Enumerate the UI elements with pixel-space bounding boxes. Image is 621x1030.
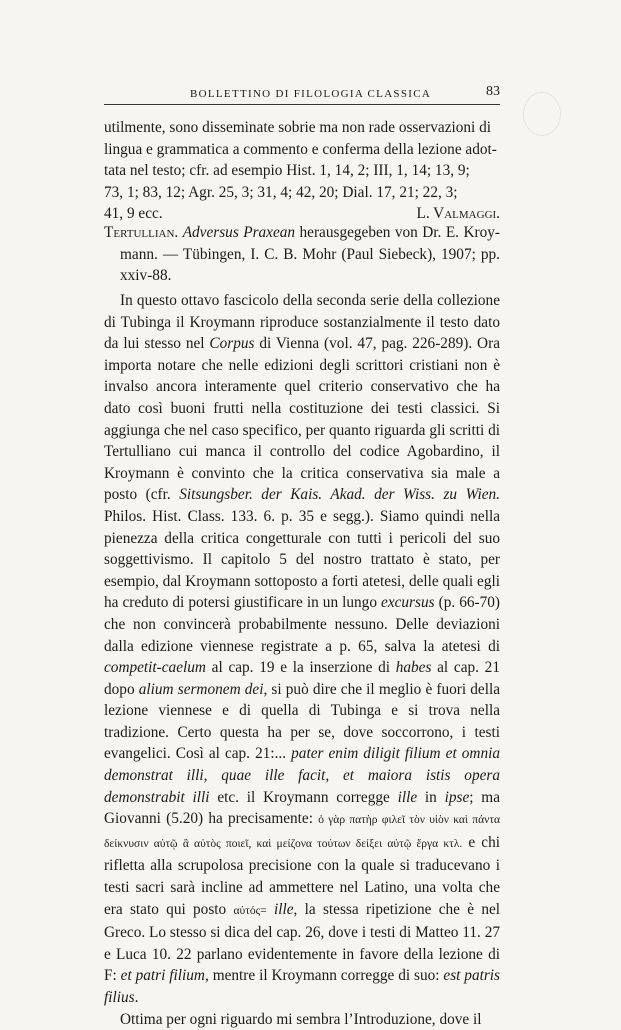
p1-l: , la stessa ripetizione che è nel Greco. Lo stesso si dica del cap. 26, dove i testi di Matteo 11. 27 e Luca 10. 22 parlano evidentemente in favore della lezione di F:: [104, 900, 501, 985]
prev-line-2: lingua e grammatica a commento e conferma della lezione adot-: [104, 140, 497, 158]
p1-corpus: Corpus: [209, 335, 255, 353]
p1-m: , mentre il Kroymann corregge di suo:: [204, 967, 444, 985]
p1-j: ; ma Giovanni (5.20) ha precisamente:: [104, 788, 500, 828]
p1-k: e chi rifletta alla scrupolosa precisione con la quale si traducevano i testi sacri sarà incline ad ammettere nel Latino, una volta che era stato qui posto: [104, 833, 500, 918]
review-author: Tertullian.: [104, 224, 179, 241]
p1-a: In questo ottavo fascicolo della seconda serie della collezione di Tubinga il Kroymann riproduce sostanzialmente il testo dato da lui stesso nel: [104, 292, 500, 353]
p1-d: (p. 66-70) che non convincerà probabilmente nessuno. Delle deviazioni dalla edizione viennese registrate a p. 65, salva la atetesi di: [104, 594, 500, 655]
review-publication: herausgegeben von Dr. E. Kroy-mann. — Tübingen, I. C. B. Mohr (Paul Siebeck), 1907; pp. xxiv-88.: [120, 224, 500, 285]
page-number: 83: [486, 84, 500, 99]
previous-review: [104, 117, 500, 225]
p1-competit: competit-caelum: [104, 659, 206, 677]
review-title: Adversus Praxean: [182, 224, 296, 241]
paper-stain: [523, 92, 561, 136]
p1-greek-quote: ὁ γὰρ πατὴρ φιλεῖ τὸν υἱὸν καὶ πάντα δείκνυσιν αὐτῷ ἃ αὐτὸς ποιεῖ, καὶ μείζονα τούτων δείξει αὐτῷ ἔργα κτλ.: [104, 814, 500, 850]
body-paragraph-1: [104, 290, 500, 1009]
p1-e: al cap. 19 e la inserzione di: [205, 659, 396, 677]
p1-f: al cap. 21 dopo: [104, 659, 500, 698]
p1-pater: pater enim diligit filium et omnia demonstrat illi, quae ille facit, et maiora istis opera demonstrabit illi: [104, 745, 501, 806]
p1-alium: alium sermonem dei: [138, 680, 264, 698]
p1-est-patris: est patris filius: [104, 967, 501, 1006]
p1-et-patri: et patri filium: [120, 967, 205, 985]
p1-ille: ille: [397, 788, 418, 806]
p1-greek-autos: αὐτός=: [233, 904, 267, 917]
p1-sitz: Sitsungsber. der Kais. Akad. der Wiss. zu Wien.: [179, 486, 500, 504]
running-header: [104, 84, 500, 105]
prev-line-1: utilmente, sono disseminate sobrie ma non rade osservazioni di: [104, 119, 492, 136]
p1-c: Philos. Hist. Class. 133. 6. p. 35 e segg.). Siamo quindi nella pienezza della critica congetturale con tutti i pericoli del suo soggettivismo. Il capitolo 5 del nostro trattato è stato, per esempio, dal Kroymann sottoposto a forti atetesi, delle quali egli ha creduto di potersi giustificare in un lungo: [104, 507, 500, 612]
p1-i: in: [417, 788, 445, 806]
p1-n: .: [134, 989, 139, 1006]
p1-ipse: ipse: [444, 788, 470, 806]
running-title: BOLLETTINO DI FILOLOGIA CLASSICA: [190, 88, 432, 100]
prev-line-3: tata nel testo; cfr. ad esempio Hist. 1, 14, 2; III, 1, 14; 13, 9;: [104, 162, 470, 180]
prev-line-5-text: 41, 9 ecc.: [104, 205, 163, 223]
p1-excursus: excursus: [381, 594, 435, 612]
review-heading: [104, 222, 500, 287]
p1-g: , si può dire che il meglio è fuori della lezione viennese e di quella di Tubinga e si trova nella tradizione. Certo questa ha per se, dove soccorrono, i testi evangelici. Così al cap. 21:...: [104, 680, 500, 763]
prev-line-4: 73, 1; 83, 12; Agr. 25, 3; 31, 4; 42, 20; Dial. 17, 21; 22, 3;: [104, 183, 458, 201]
p1-b: di Vienna (vol. 47, pag. 226-289). Ora importa notare che nelle edizioni degli scrittori cristiani non è invalso ancora interamente quel criterio conservativo che ha dato così buoni frutti nella costituzione dei testi classici. Si aggiunga che nel caso specifico, per quanto riguarda gli scritti di Tertulliano cui manca il controllo del codice Agobardino, il Kroymann è convinto che la critica conservativa sia male a posto (cfr.: [104, 335, 500, 504]
p1-habes: habes: [395, 659, 432, 677]
p1-ille-2: ille: [273, 900, 294, 918]
review-body: [104, 290, 500, 1030]
body-paragraph-2: Ottima per ogni riguardo mi sembra l’Introduzione, dove il: [120, 1010, 482, 1028]
p1-h: etc. il Kroymann corregge: [209, 788, 398, 806]
review-signature: L. Valmaggi.: [416, 205, 500, 223]
